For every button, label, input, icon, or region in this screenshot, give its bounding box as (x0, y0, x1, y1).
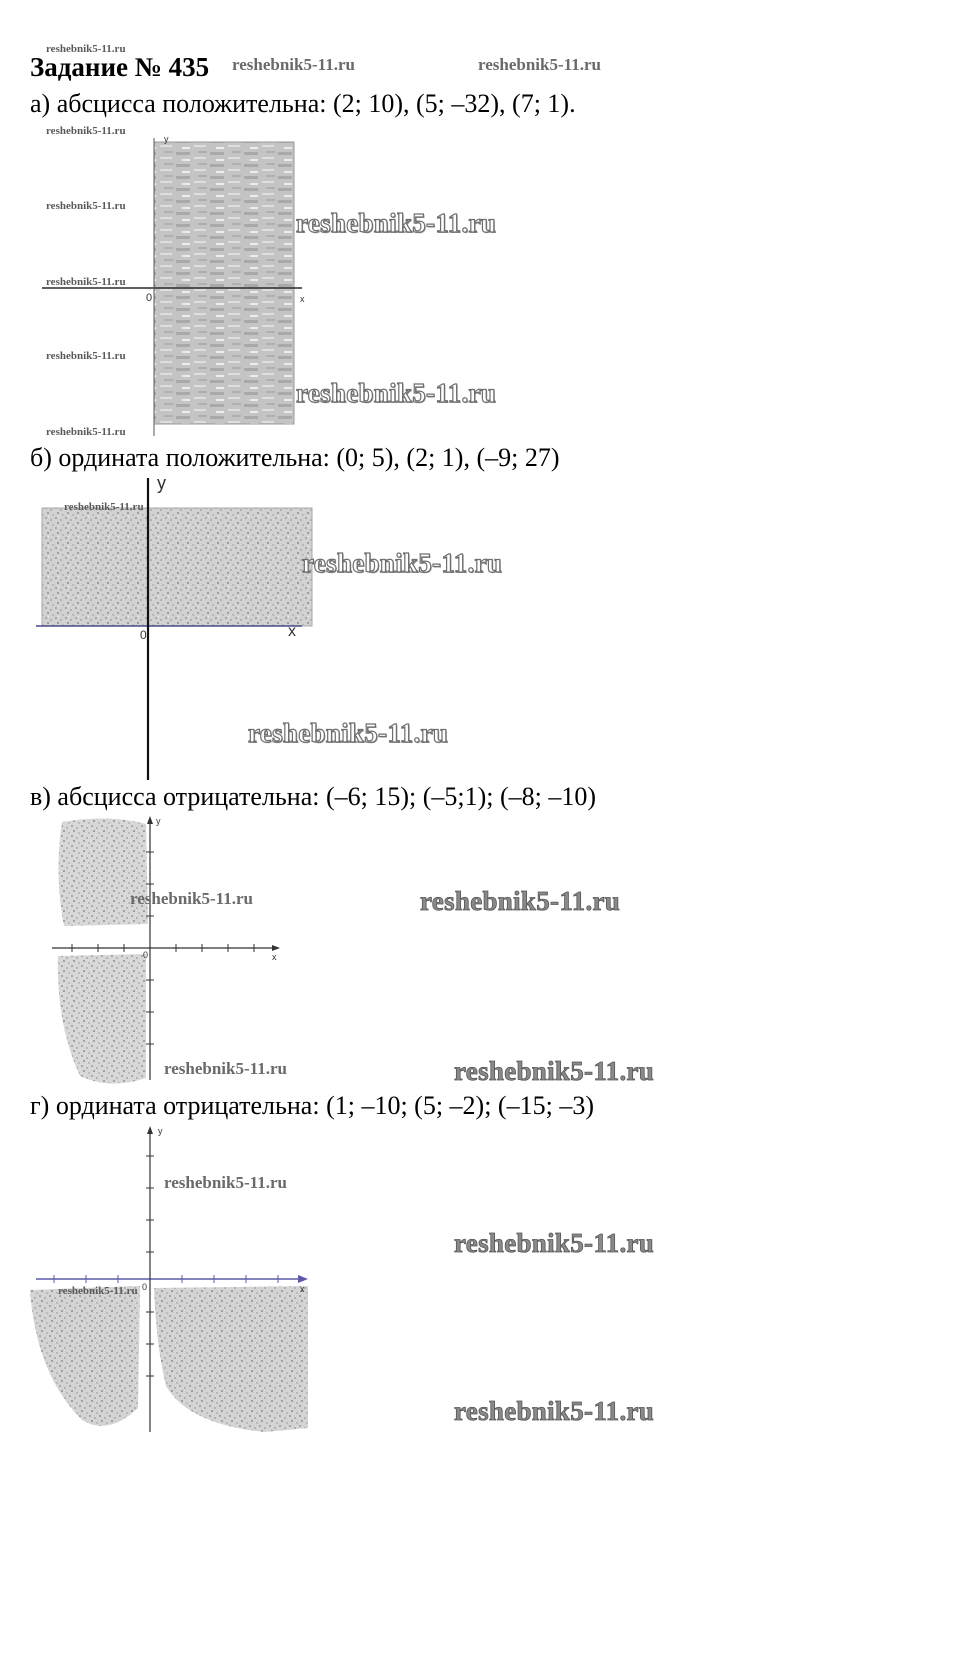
watermark: reshebnik5-11.ru (296, 208, 497, 238)
y-axis-label: y (156, 816, 161, 826)
x-axis-arrow (298, 1275, 308, 1283)
watermark: reshebnik5-11.ru (420, 886, 621, 916)
shaded-region (42, 508, 312, 626)
watermark: reshebnik5-11.ru (64, 501, 144, 513)
watermark: reshebnik5-11.ru (478, 55, 601, 74)
y-axis-label: y (157, 473, 166, 493)
x-axis-label: x (288, 623, 296, 640)
watermark: reshebnik5-11.ru (454, 1396, 655, 1426)
shaded-region (58, 818, 148, 926)
watermark: reshebnik5-11.ru (454, 1056, 655, 1086)
watermark: reshebnik5-11.ru (164, 1059, 287, 1078)
x-axis-label: x (300, 1284, 305, 1294)
watermark: reshebnik5-11.ru (454, 1228, 655, 1258)
watermark: reshebnik5-11.ru (46, 200, 126, 212)
figure-c (50, 814, 290, 1086)
figure-a (40, 134, 320, 438)
shaded-region (154, 142, 294, 424)
watermark: reshebnik5-11.ru (248, 718, 449, 748)
part-b-text: б) ордината положительна: (0; 5), (2; 1), (–9; 27) (30, 443, 560, 472)
watermark: reshebnik5-11.ru (296, 378, 497, 408)
shaded-region (58, 954, 146, 1084)
x-axis-label: x (272, 952, 277, 962)
watermark: reshebnik5-11.ru (130, 889, 253, 908)
shaded-region (30, 1286, 140, 1426)
y-axis-label: y (158, 1126, 163, 1136)
part-c-text: в) абсцисса отрицательна: (–6; 15); (–5;1); (–8; –10) (30, 782, 597, 811)
shaded-region (154, 1286, 308, 1432)
watermark: reshebnik5-11.ru (46, 350, 126, 362)
y-axis-arrow (147, 816, 153, 824)
origin-label: 0 (140, 628, 147, 642)
origin-label: 0 (146, 292, 153, 304)
watermark: reshebnik5-11.ru (302, 548, 503, 578)
watermark: reshebnik5-11.ru (46, 125, 126, 137)
watermark: reshebnik5-11.ru (232, 55, 355, 74)
y-axis-label: y (164, 134, 169, 144)
watermark: reshebnik5-11.ru (46, 43, 126, 55)
origin-label: 0 (143, 950, 149, 960)
part-a-text: а) абсцисса положительна: (2; 10), (5; –32), (7; 1). (30, 89, 576, 118)
figure-d (28, 1124, 318, 1436)
y-axis-arrow (147, 1126, 153, 1134)
watermark: reshebnik5-11.ru (46, 426, 126, 438)
x-axis-arrow (272, 945, 280, 951)
origin-label: 0 (142, 1282, 148, 1292)
task-title: Задание № 435 (30, 52, 210, 82)
x-axis-label: x (300, 294, 305, 304)
watermark: reshebnik5-11.ru (164, 1173, 287, 1192)
watermark: reshebnik5-11.ru (58, 1285, 138, 1297)
part-d-text: г) ордината отрицательна: (1; –10; (5; –2); (–15; –3) (30, 1091, 594, 1120)
watermark: reshebnik5-11.ru (46, 276, 126, 288)
